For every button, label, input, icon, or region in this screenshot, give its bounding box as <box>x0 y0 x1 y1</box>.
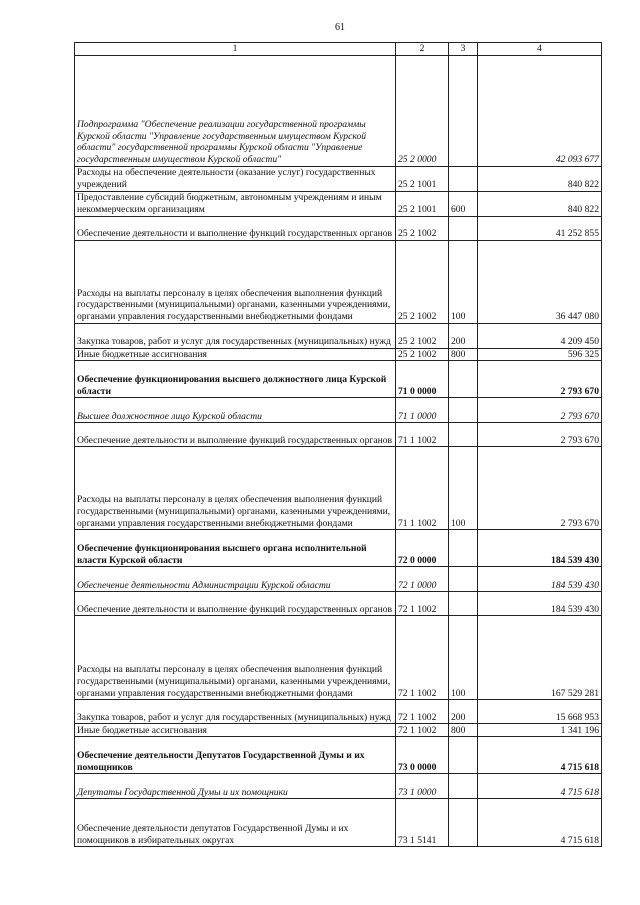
row-amount-cell: 1 341 196 <box>478 724 602 737</box>
row-amount-cell: 36 447 080 <box>478 240 602 323</box>
row-amount-cell: 4 715 618 <box>478 799 602 847</box>
row-name-cell: Обеспечение деятельности и выполнение функций государственных органов <box>75 423 396 447</box>
row-amount-cell: 184 539 430 <box>478 592 602 616</box>
table-row <box>75 361 602 398</box>
row-name-cell: Подпрограмма "Обеспечение реализации государственной программы Курской области "Управление государственным имуществом Курской области" государственной программы Курской области "Управление государственным имуществом Курской области" <box>75 55 396 166</box>
row-amount-cell: 2 793 670 <box>478 361 602 398</box>
row-type-cell <box>449 216 478 240</box>
header-cell-4: 4 <box>478 43 602 56</box>
page-number: 61 <box>335 22 345 33</box>
table-header-row <box>75 43 602 56</box>
row-type-cell <box>449 55 478 166</box>
table-row <box>75 398 602 423</box>
row-type-cell <box>449 799 478 847</box>
table-row <box>75 191 602 216</box>
table-row <box>75 530 602 567</box>
row-type-cell: 800 <box>449 724 478 737</box>
row-code-cell: 72 0 0000 <box>396 530 449 567</box>
row-amount-cell: 2 793 670 <box>478 423 602 447</box>
row-name-cell: Закупка товаров, работ и услуг для государственных (муниципальных) нужд <box>75 323 396 348</box>
row-type-cell: 200 <box>449 323 478 348</box>
row-code-cell: 72 1 1002 <box>396 616 449 700</box>
row-code-cell: 73 0 0000 <box>396 737 449 774</box>
row-code-cell: 72 1 1002 <box>396 592 449 616</box>
row-amount-cell: 41 252 855 <box>478 216 602 240</box>
row-code-cell: 25 2 1002 <box>396 348 449 361</box>
row-code-cell: 25 2 0000 <box>396 55 449 166</box>
row-type-cell <box>449 737 478 774</box>
row-code-cell: 72 1 1002 <box>396 724 449 737</box>
row-code-cell: 71 1 1002 <box>396 447 449 530</box>
table-row <box>75 567 602 592</box>
row-name-cell: Иные бюджетные ассигнования <box>75 724 396 737</box>
row-name-cell: Обеспечение деятельности и выполнение функций государственных органов <box>75 216 396 240</box>
table-row <box>75 616 602 700</box>
row-name-cell: Расходы на выплаты персоналу в целях обеспечения выполнения функций государственными (муниципальными) органами, казенными учреждениями, органами управления государственными внебюджетными фондами <box>75 616 396 700</box>
row-type-cell <box>449 398 478 423</box>
row-code-cell: 25 2 1001 <box>396 166 449 191</box>
header-cell-2: 2 <box>396 43 449 56</box>
row-type-cell <box>449 361 478 398</box>
row-name-cell: Предоставление субсидий бюджетным, автономным учреждениям и иным некоммерческим организациям <box>75 191 396 216</box>
table-row <box>75 348 602 361</box>
budget-table <box>74 42 602 847</box>
header-cell-3: 3 <box>449 43 478 56</box>
row-code-cell: 25 2 1001 <box>396 191 449 216</box>
row-name-cell: Обеспечение функционирования высшего должностного лица Курской области <box>75 361 396 398</box>
row-name-cell: Обеспечение функционирования высшего органа исполнительной власти Курской области <box>75 530 396 567</box>
row-type-cell <box>449 592 478 616</box>
table-row <box>75 166 602 191</box>
row-amount-cell: 2 793 670 <box>478 447 602 530</box>
row-code-cell: 73 1 0000 <box>396 774 449 799</box>
table-row <box>75 240 602 323</box>
row-type-cell <box>449 166 478 191</box>
row-code-cell: 25 2 1002 <box>396 323 449 348</box>
row-type-cell <box>449 774 478 799</box>
row-name-cell: Высшее должностное лицо Курской области <box>75 398 396 423</box>
table-row <box>75 323 602 348</box>
header-cell-1: 1 <box>75 43 396 56</box>
row-amount-cell: 596 325 <box>478 348 602 361</box>
row-code-cell: 71 1 1002 <box>396 423 449 447</box>
row-type-cell: 800 <box>449 348 478 361</box>
row-type-cell <box>449 567 478 592</box>
row-code-cell: 71 1 0000 <box>396 398 449 423</box>
row-type-cell: 100 <box>449 616 478 700</box>
row-amount-cell: 184 539 430 <box>478 530 602 567</box>
row-code-cell: 25 2 1002 <box>396 216 449 240</box>
row-name-cell: Закупка товаров, работ и услуг для государственных (муниципальных) нужд <box>75 700 396 724</box>
row-amount-cell: 167 529 281 <box>478 616 602 700</box>
row-name-cell: Расходы на обеспечение деятельности (оказание услуг) государственных учреждений <box>75 166 396 191</box>
row-name-cell: Обеспечение деятельности и выполнение функций государственных органов <box>75 592 396 616</box>
row-code-cell: 71 0 0000 <box>396 361 449 398</box>
row-type-cell: 100 <box>449 447 478 530</box>
row-amount-cell: 4 209 450 <box>478 323 602 348</box>
row-code-cell: 72 1 1002 <box>396 700 449 724</box>
table-row <box>75 799 602 847</box>
row-amount-cell: 15 668 953 <box>478 700 602 724</box>
table-row <box>75 216 602 240</box>
row-amount-cell: 4 715 618 <box>478 774 602 799</box>
row-name-cell: Иные бюджетные ассигнования <box>75 348 396 361</box>
row-amount-cell: 42 093 677 <box>478 55 602 166</box>
row-name-cell: Депутаты Государственной Думы и их помощники <box>75 774 396 799</box>
row-name-cell: Обеспечение деятельности Администрации Курской области <box>75 567 396 592</box>
row-code-cell: 73 1 5141 <box>396 799 449 847</box>
row-amount-cell: 840 822 <box>478 191 602 216</box>
table-row <box>75 423 602 447</box>
row-code-cell: 72 1 0000 <box>396 567 449 592</box>
row-name-cell: Обеспечение деятельности Депутатов Государственной Думы и их помощников <box>75 737 396 774</box>
table-row <box>75 700 602 724</box>
row-type-cell: 600 <box>449 191 478 216</box>
row-type-cell: 100 <box>449 240 478 323</box>
table-row <box>75 55 602 166</box>
row-type-cell <box>449 423 478 447</box>
row-amount-cell: 2 793 670 <box>478 398 602 423</box>
row-amount-cell: 184 539 430 <box>478 567 602 592</box>
row-code-cell: 25 2 1002 <box>396 240 449 323</box>
row-name-cell: Расходы на выплаты персоналу в целях обеспечения выполнения функций государственными (муниципальными) органами, казенными учреждениями, органами управления государственными внебюджетными фондами <box>75 447 396 530</box>
table-row <box>75 592 602 616</box>
table-row <box>75 737 602 774</box>
row-type-cell: 200 <box>449 700 478 724</box>
row-name-cell: Обеспечение деятельности депутатов Государственной Думы и их помощников в избирательных округах <box>75 799 396 847</box>
row-name-cell: Расходы на выплаты персоналу в целях обеспечения выполнения функций государственными (муниципальными) органами, казенными учреждениями, органами управления государственными внебюджетными фондами <box>75 240 396 323</box>
row-amount-cell: 840 822 <box>478 166 602 191</box>
table-row <box>75 447 602 530</box>
row-amount-cell: 4 715 618 <box>478 737 602 774</box>
table-row <box>75 774 602 799</box>
row-type-cell <box>449 530 478 567</box>
table-row <box>75 724 602 737</box>
